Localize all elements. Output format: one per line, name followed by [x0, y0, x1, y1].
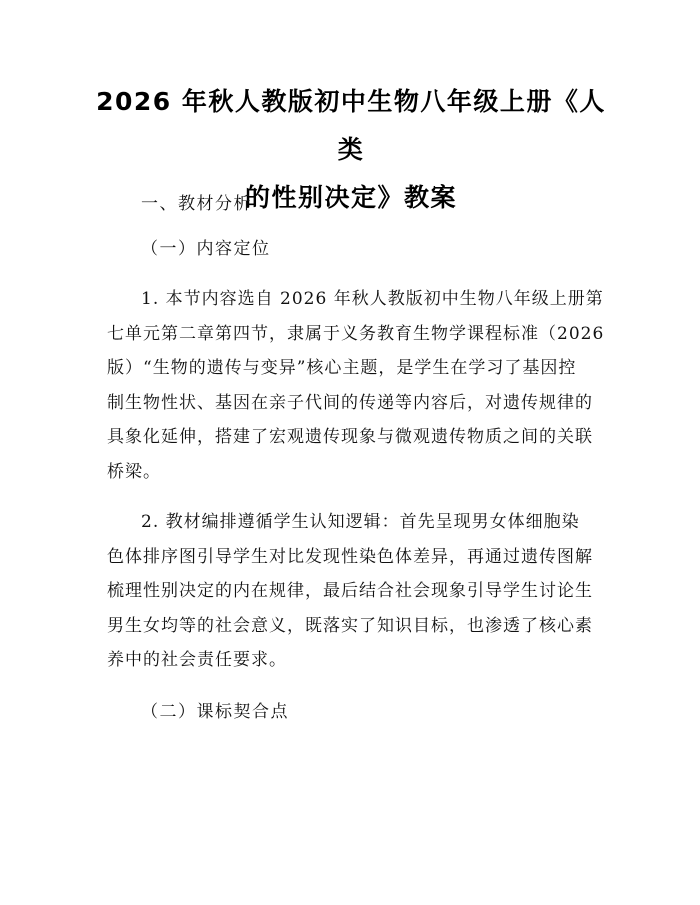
- paragraph-line: 色体排序图引导学生对比发现性染色体差异，再通过遗传图解: [107, 546, 593, 567]
- title-line-2: 的性别决定》教案: [244, 183, 457, 212]
- paragraph-textbook-arrangement: [107, 505, 607, 678]
- subsection-heading: （一）内容定位: [141, 239, 271, 259]
- paragraph-line: 制生物性状、基因在亲子代间的传递等内容后，对遗传规律的: [107, 392, 593, 413]
- paragraph-line: 养中的社会责任要求。: [107, 650, 287, 670]
- paragraph-line: 七单元第二章第四节，隶属于义务教育生物学课程标准（2026: [107, 323, 605, 344]
- paragraph-line: 男生女均等的社会意义，既落实了知识目标，也渗透了核心素: [107, 615, 593, 636]
- paragraph-line: 桥梁。: [107, 461, 161, 482]
- section-heading: 一、教材分析: [141, 194, 252, 214]
- paragraph-line: 1. 本节内容选自 2026 年秋人教版初中生物八年级上册第: [141, 289, 604, 309]
- paragraph-line: 2. 教材编排遵循学生认知逻辑：首先呈现男女体细胞染: [141, 512, 580, 532]
- paragraph-content-positioning: [107, 282, 607, 489]
- subsection-heading: （二）课标契合点: [141, 702, 289, 722]
- paragraph-line: 具象化延伸，搭建了宏观遗传现象与微观遗传物质之间的关联: [107, 427, 593, 447]
- paragraph-line: 版）“生物的遗传与变异”核心主题，是学生在学习了基因控: [107, 358, 577, 378]
- title-line-1: 2026 年秋人教版初中生物八年级上册《人类: [96, 87, 606, 164]
- paragraph-line: 梳理性别决定的内在规律，最后结合社会现象引导学生讨论生: [107, 581, 593, 601]
